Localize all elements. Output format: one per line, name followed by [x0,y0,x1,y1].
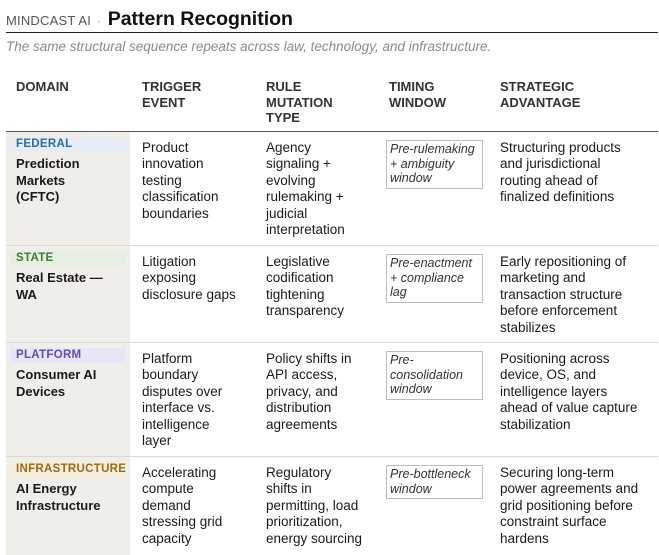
page-header [6,8,658,33]
domain-cell [6,246,130,342]
column-header-timing-window: TIMING WINDOW [389,79,447,110]
rule-mutation-cell: Agency signaling + evolving rulemaking + judicial interpretation [266,140,345,238]
domain-tag-platform: PLATFORM [10,348,126,363]
column-header-domain: DOMAIN [16,79,69,94]
strategic-advantage-cell: Early repositioning of marketing and transaction structure before enforcement stabilizes [500,254,627,335]
trigger-event-cell: Accelerating compute demand stressing grid capacity [142,465,223,546]
domain-name: Prediction Markets (CFTC) [16,156,80,204]
page-subtitle: The same structural sequence repeats across law, technology, and infrastructure. [6,39,492,54]
strategic-advantage-cell: Securing long-term power agreements and grid positioning before constraint surface hardens [500,465,639,546]
timing-window-box: Pre-enactment + compliance lag [386,254,483,303]
trigger-event-cell: Product innovation testing classification boundaries [142,140,219,221]
column-header-rule-mutation-type: RULE MUTATION TYPE [266,79,333,125]
domain-tag-state: STATE [10,251,126,266]
timing-window-box: Pre-bottleneck window [386,465,483,499]
rule-mutation-cell: Regulatory shifts in permitting, load prioritization, energy sourcing [266,465,363,546]
domain-tag-federal: FEDERAL [10,137,126,152]
timing-window-box: Pre-rulemaking + ambiguity window [386,140,483,189]
table-row [6,456,658,555]
domain-name: Consumer AI Devices [16,367,97,399]
header-separator: · [97,16,101,28]
strategic-advantage-cell: Positioning across device, OS, and intelligence layers ahead of value capture stabilization [500,351,638,432]
domain-cell [6,457,130,555]
trigger-event-cell: Litigation exposing disclosure gaps [142,254,236,302]
table-row [6,131,658,245]
domain-cell [6,343,130,456]
page-title: Pattern Recognition [107,8,293,30]
domain-cell [6,132,130,245]
table-row [6,245,658,342]
timing-window-box: Pre- consolidation window [386,351,483,400]
column-header-trigger-event: TRIGGER EVENT [142,79,202,110]
table-row [6,342,658,456]
rule-mutation-cell: Policy shifts in API access, privacy, and distribution agreements [266,351,352,432]
column-header-strategic-advantage: STRATEGIC ADVANTAGE [500,79,581,110]
domain-name: AI Energy Infrastructure [16,481,101,513]
strategic-advantage-cell: Structuring products and jurisdictional routing ahead of finalized definitions [500,140,621,205]
rule-mutation-cell: Legislative codification tightening transparency [266,254,345,319]
brand-name: MINDCAST AI [6,13,92,28]
domain-name: Real Estate — WA [16,270,103,302]
trigger-event-cell: Platform boundary disputes over interface vs. intelligence layer [142,351,223,449]
domain-tag-infrastructure: INFRASTRUCTURE [10,462,126,477]
